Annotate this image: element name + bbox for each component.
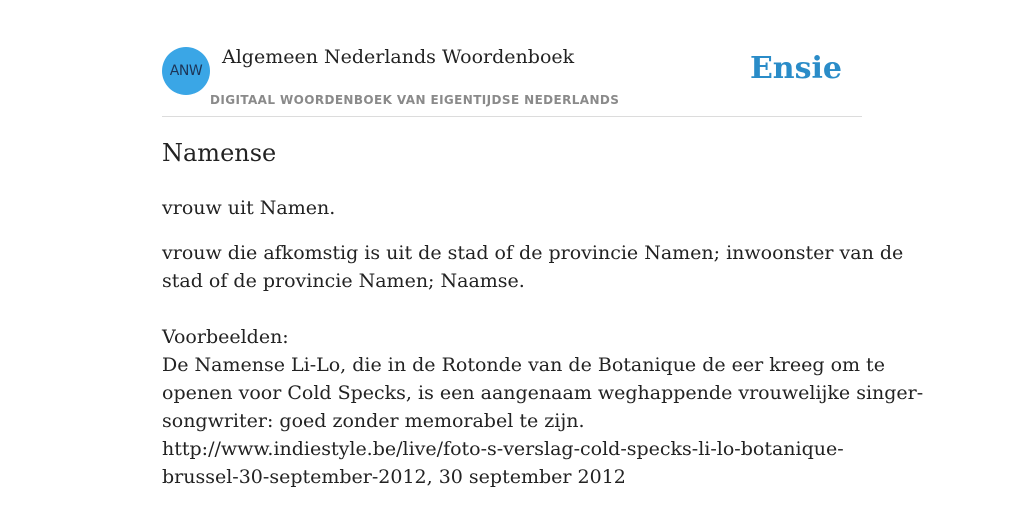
site-header	[162, 0, 862, 117]
example-source-line: brussel-30-september-2012, 30 september 2012	[162, 466, 626, 488]
paragraph-gap	[162, 295, 862, 323]
definition-line: stad of de provincie Namen; Naamse.	[162, 270, 525, 292]
definition-line: vrouw die afkomstig is uit de stad of de provincie Namen; inwoonster van de	[162, 242, 904, 264]
long-definition	[162, 239, 924, 491]
entry-title: Namense	[162, 139, 277, 167]
example-line: De Namense Li-Lo, die in de Rotonde van de Botanique de eer kreeg om te	[162, 354, 885, 376]
anw-logo-text: ANW	[169, 63, 203, 79]
short-definition: vrouw uit Namen.	[162, 197, 336, 219]
ensie-brand-link[interactable]: Ensie	[749, 51, 842, 86]
site-title-link[interactable]: Algemeen Nederlands Woordenboek	[222, 46, 575, 68]
example-line: songwriter: goed zonder memorabel te zijn.	[162, 410, 585, 432]
anw-logo[interactable]	[162, 47, 210, 95]
examples-heading: Voorbeelden:	[162, 326, 289, 348]
example-line: openen voor Cold Specks, is een aangenaam weghappende vrouwelijke singer-	[162, 382, 924, 404]
example-source-line: http://www.indiestyle.be/live/foto-s-verslag-cold-specks-li-lo-botanique-	[162, 438, 844, 460]
page-container	[162, 0, 924, 488]
site-subtitle: DIGITAAL WOORDENBOEK VAN EIGENTIJDSE NEDERLANDS	[210, 93, 620, 107]
